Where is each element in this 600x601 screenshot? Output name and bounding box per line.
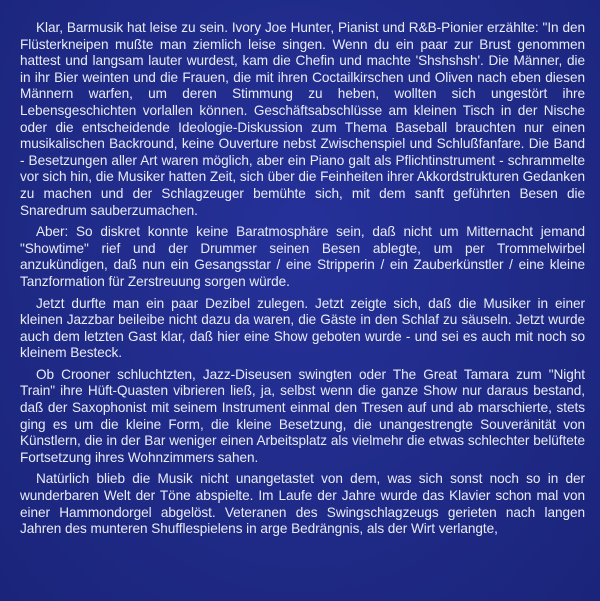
paragraph-1: Klar, Barmusik hat leise zu sein. Ivory Joe Hunter, Pianist und R&B-Pionier erzählte: "In den Flüsterkneipen mußte man ziemlich leise singen. Wenn du ein paar zur Brust genommen hattest und langsam lauter wurdest, kam die Chefin und machte 'Shshshsh'. Die Männer, die in ihr Bier weinten und die Frauen, die mit ihren Coctailkirschen und Oliven nach eben diesen Männern warfen, um deren Stimmung zu heben, wollten sich ungestört ihre Lebensgeschichten vorlallen können. Geschäftsabschlüsse am kleinen Tisch in der Nische oder die entscheidende Ideologie-Diskussion zum Thema Baseball brauchten nur einen musikalischen Backround, keine Ouverture nebst Zwischenspiel und Schlußfanfare. Die Band - Besetzungen aller Art waren möglich, aber ein Piano galt als Pflichtinstrument - schrammelte vor sich hin, die Musiker hatten Zeit, sich über die Feinheiten ihrer Akkordstrukturen Gedanken zu machen und der Schlagzeuger bemühte sich, mit dem sanft geführten Besen die Snaredrum sauberzumachen. (20, 20, 585, 218)
document-page (20, 20, 585, 543)
paragraph-4: Ob Crooner schluchtzten, Jazz-Diseusen swingten oder The Great Tamara zum "Night Train" ihre Hüft-Quasten vibrieren ließ, ja, selbst wenn die ganze Show nur daraus bestand, daß der Saxophonist mit seinem Instrument einmal den Tresen auf und ab marschierte, stets ging es um die kleine Form, die kleine Besetzung, die unangestrengte Souveränität von Künstlern, die in der Bar weniger einen Arbeitsplatz als vielmehr die etwas schlechter belüftete Fortsetzung ihres Wohnzimmers sahen. (20, 366, 585, 465)
paragraph-2: Aber: So diskret konnte keine Baratmosphäre sein, daß nicht um Mitternacht jemand "Showtime" rief und der Drummer seinen Besen ablegte, um per Trommelwirbel anzukündigen, daß nun ein Gesangsstar / eine Stripperin / ein Zauberkünstler / eine kleine Tanzformation für Zerstreuung sorgen würde. (20, 224, 585, 289)
paragraph-5: Natürlich blieb die Musik nicht unangetastet von dem, was sich sonst noch so in der wunderbaren Welt der Töne abspielte. Im Laufe der Jahre wurde das Klavier schon mal von einer Hammondorgel abgelöst. Veteranen des Swingschlagzeugs gerieten nach langen Jahren des munteren Shufflespielens in arge Bedrängnis, als der Wirt verlangte, (20, 471, 585, 537)
paragraph-3: Jetzt durfte man ein paar Dezibel zulegen. Jetzt zeigte sich, daß die Musiker in einer kleinen Jazzbar beileibe nicht dazu da waren, die Gäste in den Schlaf zu säuseln. Jetzt wurde auch dem letzten Gast klar, daß hier eine Show geboten wurde - und sei es auch mit noch so kleinem Besteck. (20, 295, 585, 361)
